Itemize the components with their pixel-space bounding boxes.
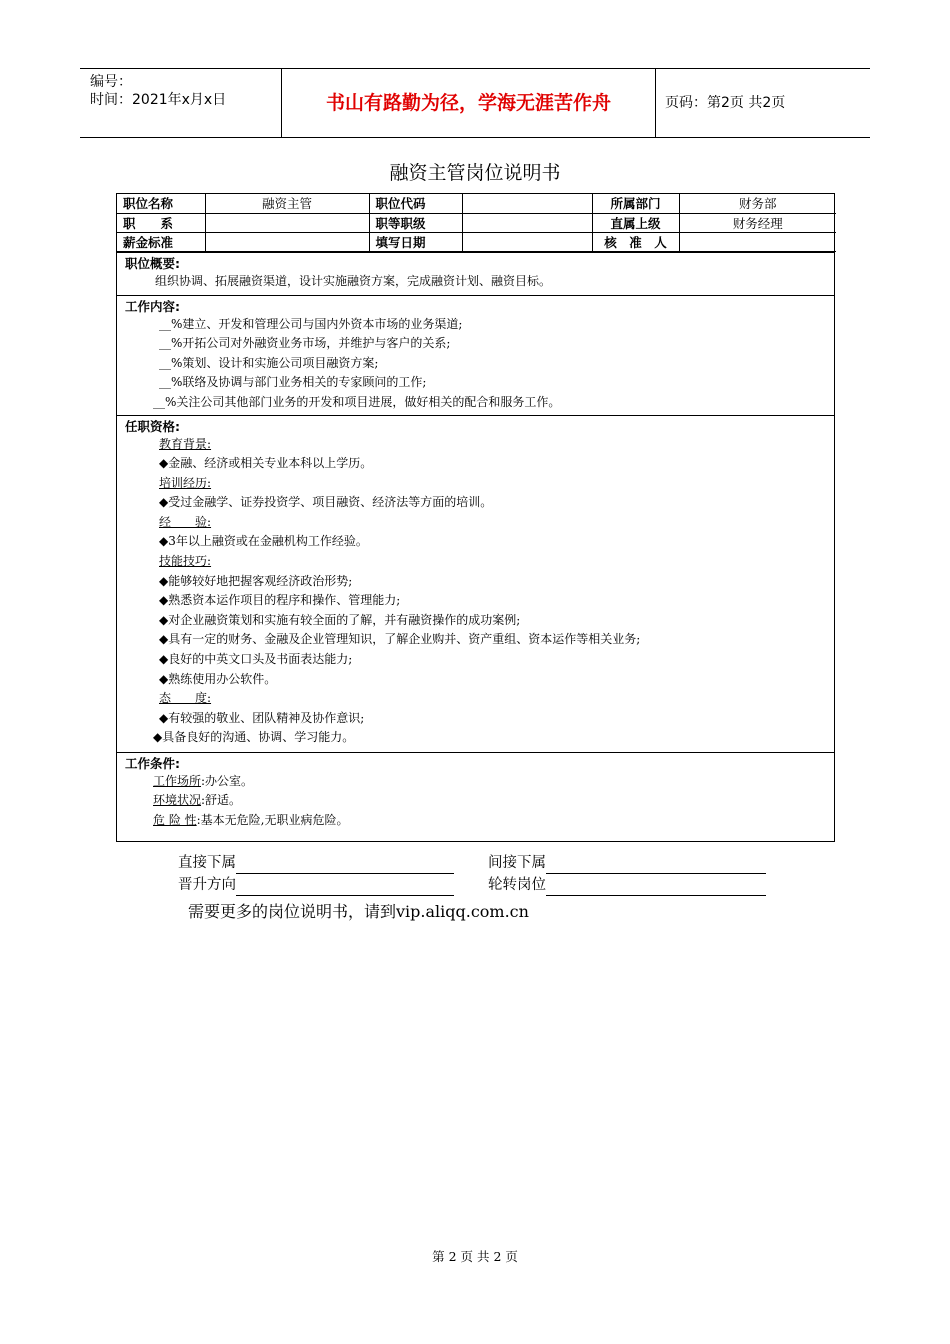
- document-title: 融资主管岗位说明书: [389, 162, 561, 184]
- label-fill-date: 填写日期: [369, 232, 462, 251]
- rotation-position: 轮转岗位: [488, 874, 766, 896]
- value-position-code: [462, 194, 592, 213]
- value-position-name: 融资主管: [205, 194, 369, 213]
- page-header: [80, 68, 870, 138]
- attitude-item: ◆具备良好的沟通、协调、学习能力。: [153, 730, 355, 745]
- header-meta: [80, 69, 282, 137]
- label-position-name: 职位名称: [117, 194, 205, 213]
- header-page-label: 页码：第2页 共2页: [665, 95, 786, 111]
- label-salary: 薪金标准: [117, 232, 205, 251]
- value-grade: [462, 213, 592, 232]
- overview-title: 职位概要:: [125, 255, 180, 271]
- page-number: 第 2 页 共 2 页: [432, 1249, 518, 1264]
- rotation-position-line: [546, 879, 766, 896]
- qualifications-title: 任职资格:: [125, 418, 180, 434]
- section-duties: [117, 295, 834, 415]
- duty-item: __%关注公司其他部门业务的开发和项目进展，做好相关的配合和服务工作。: [153, 394, 561, 409]
- training-item: ◆受过金融学、证券投资学、项目融资、经济法等方面的培训。: [159, 495, 493, 510]
- condition-risk: 危 险 性:基本无危险,无职业病危险。: [153, 812, 349, 827]
- label-grade: 职等职级: [369, 213, 462, 232]
- attitude-item: ◆有较强的敬业、团队精神及协作意识;: [159, 710, 365, 725]
- indirect-subordinates-line: [546, 857, 766, 874]
- skill-item: ◆良好的中英文口头及书面表达能力;: [159, 652, 353, 667]
- value-job-family: [205, 213, 369, 232]
- duty-item: __%建立、开发和管理公司与国内外资本市场的业务渠道;: [159, 316, 463, 331]
- info-row: [117, 232, 836, 251]
- serial-label: 编号：: [90, 74, 132, 90]
- skill-item: ◆熟悉资本运作项目的程序和操作、管理能力;: [159, 593, 401, 608]
- section-qualifications: [117, 415, 834, 752]
- value-approver: [679, 232, 836, 251]
- label-position-code: 职位代码: [369, 194, 462, 213]
- experience-label: 经 验:: [159, 514, 212, 529]
- relations-block: [178, 852, 798, 896]
- job-description-form: [116, 193, 835, 842]
- duty-item: __%联络及协调与部门业务相关的专家顾问的工作;: [159, 375, 427, 390]
- condition-place: 工作场所:办公室。: [153, 773, 254, 788]
- direct-subordinates-line: [236, 857, 454, 874]
- promotion-path: 晋升方向: [178, 874, 454, 896]
- duty-item: __%策划、设计和实施公司项目融资方案;: [159, 355, 379, 370]
- label-job-family: 职 系: [117, 213, 205, 232]
- header-motto: 书山有路勤为径，学海无涯苦作舟: [282, 69, 656, 137]
- value-fill-date: [462, 232, 592, 251]
- skill-item: ◆熟练使用办公软件。: [159, 671, 277, 686]
- indirect-subordinates: 间接下属: [488, 852, 766, 874]
- skill-item: ◆能够较好地把握客观经济政治形势;: [159, 573, 353, 588]
- relations-row: [178, 852, 798, 874]
- value-department: 财务部: [679, 194, 836, 213]
- info-row: [117, 194, 836, 213]
- duties-title: 工作内容:: [125, 298, 180, 314]
- label-approver: 核 准 人: [592, 232, 679, 251]
- conditions-title: 工作条件:: [125, 755, 180, 771]
- value-supervisor: 财务经理: [679, 213, 836, 232]
- education-label: 教育背景:: [159, 436, 212, 451]
- skills-label: 技能技巧:: [159, 554, 212, 569]
- condition-environment: 环境状况:舒适。: [153, 793, 242, 808]
- info-row: [117, 213, 836, 232]
- skill-item: ◆对企业融资策划和实施有较全面的了解，并有融资操作的成功案例;: [159, 612, 521, 627]
- duty-item: __%开拓公司对外融资业务市场，并维护与客户的关系;: [159, 336, 451, 351]
- experience-item: ◆3年以上融资或在金融机构工作经验。: [159, 534, 368, 549]
- section-conditions: [117, 752, 834, 841]
- promotion-path-line: [236, 879, 454, 896]
- training-label: 培训经历:: [159, 475, 212, 490]
- section-overview: [117, 252, 834, 295]
- info-table: [117, 194, 836, 252]
- time-label: 时间：2021年x月x日: [90, 92, 227, 108]
- promo-text: 需要更多的岗位说明书，请到vip.aliqq.com.cn: [188, 902, 529, 921]
- skill-item: ◆具有一定的财务、金融及企业管理知识，了解企业购并、资产重组、资本运作等相关业务;: [159, 632, 641, 647]
- relations-row: [178, 874, 798, 896]
- education-item: ◆金融、经济或相关专业本科以上学历。: [159, 456, 373, 471]
- label-supervisor: 直属上级: [592, 213, 679, 232]
- value-salary: [205, 232, 369, 251]
- attitude-label: 态 度:: [159, 691, 212, 706]
- direct-subordinates: 直接下属: [178, 852, 454, 874]
- overview-text: 组织协调、拓展融资渠道，设计实施融资方案，完成融资计划、融资目标。: [155, 273, 552, 288]
- label-department: 所属部门: [592, 194, 679, 213]
